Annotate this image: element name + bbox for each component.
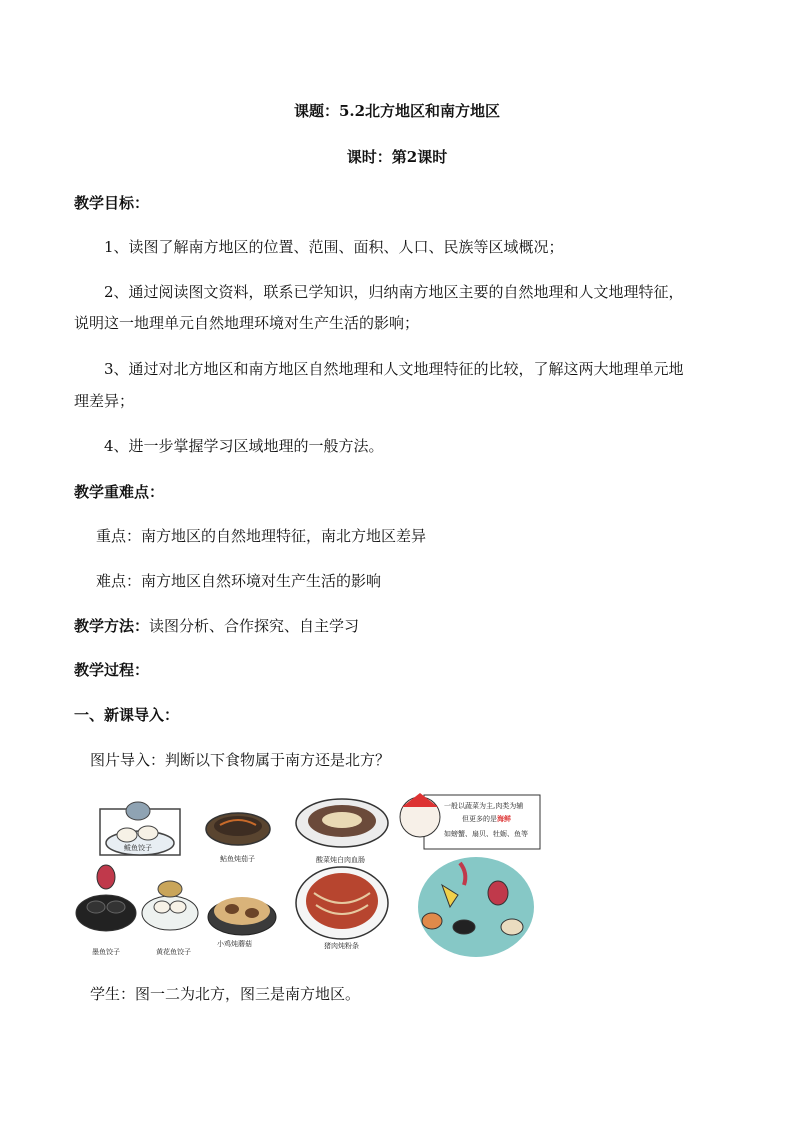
seafood-note-1: 一般以蔬菜为主,肉类为辅 (444, 802, 524, 810)
pork-noodle-dish (296, 867, 388, 939)
objective-4: 4、进一步掌握学习区域地理的一般方法。 (104, 437, 384, 455)
squid-dumpling-dish (76, 865, 136, 931)
objective-2-cont: 说明这一地理单元自然地理环境对生产生活的影响； (74, 314, 420, 332)
chicken-mushroom-dish (208, 897, 276, 935)
caption-yellowfish-dumpling: 黄花鱼饺子 (156, 948, 191, 956)
food-figure (72, 793, 542, 958)
method-heading: 教学方法： (74, 617, 150, 635)
seafood-note-3: 如螃蟹、扇贝、牡蛎、鱼等 (444, 830, 528, 838)
student-answer: 学生：图一二为北方，图三是南方地区。 (90, 985, 361, 1003)
section-intro-heading: 一、新课导入： (74, 706, 180, 724)
objectives-heading: 教学目标： (74, 194, 150, 212)
caption-chicken-mushroom: 小鸡炖蘑菇 (217, 940, 252, 948)
method-line (74, 616, 359, 636)
objective-1: 1、读图了解南方地区的位置、范围、面积、人口、民族等区域概况； (104, 238, 564, 256)
page-title: 课题：5.2北方地区和南方地区 (293, 102, 501, 120)
objective-3: 3、通过对北方地区和南方地区自然地理和人文地理特征的比较，了解这两大地理单元地 (104, 360, 684, 378)
seafood-note-2a: 但更多的是 (462, 815, 497, 823)
caption-sauerkraut: 酸菜炖白肉血肠 (316, 856, 365, 864)
caption-catfish-eggplant: 鲇鱼炖茄子 (220, 855, 255, 863)
yellowfish-dumpling-dish (142, 881, 198, 930)
lesson-period: 课时：第2课时 (346, 148, 448, 166)
method-text: 读图分析、合作探究、自主学习 (149, 617, 360, 635)
focus-point: 重点：南方地区的自然地理特征，南北方地区差异 (96, 527, 427, 545)
seafood-note-2 (462, 814, 511, 824)
difficulty-point: 难点：南方地区自然环境对生产生活的影响 (96, 572, 382, 590)
caption-squid-dumpling: 墨鱼饺子 (92, 948, 120, 956)
key-points-heading: 教学重难点： (74, 483, 165, 501)
sauerkraut-dish (296, 799, 388, 847)
objective-2: 2、通过阅读图文资料，联系已学知识，归纳南方地区主要的自然地理和人文地理特征， (104, 283, 684, 301)
catfish-eggplant-dish (206, 813, 270, 845)
process-heading: 教学过程： (74, 661, 150, 679)
caption-fish-dumpling: 鲅鱼饺子 (124, 844, 152, 852)
intro-text: 图片导入：判断以下食物属于南方还是北方？ (90, 751, 391, 769)
seafood-note-highlight: 海鲜 (497, 815, 511, 823)
caption-pork-noodles: 猪肉炖粉条 (324, 942, 359, 950)
objective-3-cont: 理差异； (74, 392, 135, 410)
